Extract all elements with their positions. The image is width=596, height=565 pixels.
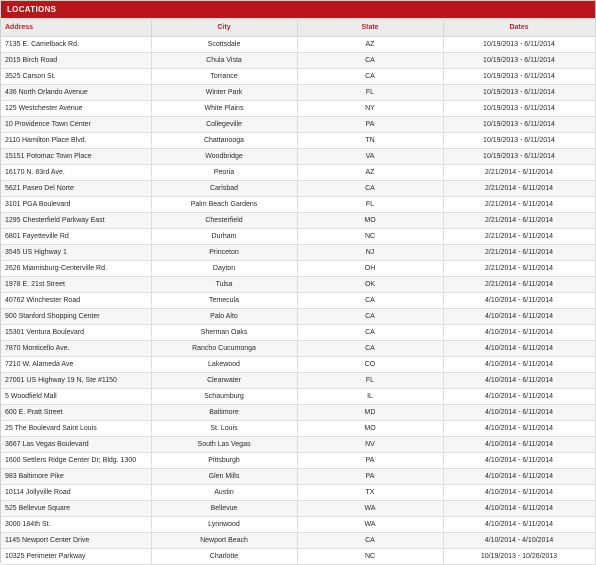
dates-cell: 4/10/2014 - 6/11/2014 [443, 452, 595, 468]
address-cell: 7870 Monticello Ave. [1, 340, 151, 356]
table-row [1, 340, 595, 356]
dates-cell: 2/21/2014 - 6/11/2014 [443, 260, 595, 276]
city-cell: Winter Park [151, 84, 297, 100]
dates-cell: 4/10/2014 - 4/10/2014 [443, 532, 595, 548]
table-row [1, 548, 595, 564]
table-row [1, 52, 595, 68]
dates-cell: 4/10/2014 - 6/11/2014 [443, 356, 595, 372]
dates-cell: 10/19/2013 - 6/11/2014 [443, 36, 595, 52]
state-cell: WA [297, 500, 443, 516]
state-cell: NY [297, 100, 443, 116]
state-cell: IL [297, 388, 443, 404]
dates-cell: 10/19/2013 - 6/11/2014 [443, 100, 595, 116]
state-cell: NV [297, 436, 443, 452]
dates-cell: 4/10/2014 - 6/11/2014 [443, 340, 595, 356]
table-row [1, 372, 595, 388]
dates-cell: 10/19/2013 - 6/11/2014 [443, 116, 595, 132]
city-cell: White Plains [151, 100, 297, 116]
table-row [1, 244, 595, 260]
dates-cell: 4/10/2014 - 6/11/2014 [443, 420, 595, 436]
state-cell: CA [297, 308, 443, 324]
dates-cell: 4/10/2014 - 6/11/2014 [443, 324, 595, 340]
table-row [1, 212, 595, 228]
dates-cell: 4/10/2014 - 6/11/2014 [443, 468, 595, 484]
state-cell: TX [297, 484, 443, 500]
address-cell: 5 Woodfield Mall [1, 388, 151, 404]
city-cell: Peoria [151, 164, 297, 180]
table-row [1, 196, 595, 212]
city-cell: St. Louis [151, 420, 297, 436]
dates-cell: 4/10/2014 - 6/11/2014 [443, 388, 595, 404]
table-row [1, 164, 595, 180]
city-cell: Tulsa [151, 276, 297, 292]
city-cell: Palo Alto [151, 308, 297, 324]
state-cell: VA [297, 148, 443, 164]
table-row [1, 68, 595, 84]
city-cell: Princeton [151, 244, 297, 260]
address-cell: 25 The Boulevard Saint Louis [1, 420, 151, 436]
table-row [1, 452, 595, 468]
table-row [1, 292, 595, 308]
state-cell: NC [297, 548, 443, 564]
address-cell: 1600 Settlers Ridge Center Dr; Bldg. 1300 [1, 452, 151, 468]
state-cell: CO [297, 356, 443, 372]
state-cell: NJ [297, 244, 443, 260]
dates-cell: 4/10/2014 - 6/11/2014 [443, 516, 595, 532]
column-header-state: State [297, 20, 443, 36]
state-cell: WA [297, 516, 443, 532]
address-cell: 3545 US Highway 1 [1, 244, 151, 260]
address-cell: 125 Westchester Avenue [1, 100, 151, 116]
address-cell: 3101 PGA Boulevard [1, 196, 151, 212]
address-cell: 15151 Potomac Town Place [1, 148, 151, 164]
address-cell: 983 Baltimore Pike [1, 468, 151, 484]
address-cell: 16170 N. 83rd Ave. [1, 164, 151, 180]
state-cell: CA [297, 292, 443, 308]
column-header-address: Address [1, 20, 151, 36]
state-cell: CA [297, 52, 443, 68]
table-row [1, 228, 595, 244]
address-cell: 10114 Jollyville Road [1, 484, 151, 500]
state-cell: CA [297, 68, 443, 84]
city-cell: Rancho Cucumonga [151, 340, 297, 356]
city-cell: Dayton [151, 260, 297, 276]
address-cell: 10325 Perimeter Parkway [1, 548, 151, 564]
state-cell: NC [297, 228, 443, 244]
dates-cell: 4/10/2014 - 6/11/2014 [443, 308, 595, 324]
state-cell: MO [297, 212, 443, 228]
city-cell: Bellevue [151, 500, 297, 516]
dates-cell: 2/21/2014 - 6/11/2014 [443, 244, 595, 260]
table-row [1, 484, 595, 500]
table-row [1, 356, 595, 372]
column-header-dates: Dates [443, 20, 595, 36]
table-row [1, 388, 595, 404]
dates-cell: 4/10/2014 - 6/11/2014 [443, 404, 595, 420]
dates-cell: 10/19/2013 - 6/11/2014 [443, 132, 595, 148]
column-header-city: City [151, 20, 297, 36]
address-cell: 40762 Winchester Road [1, 292, 151, 308]
state-cell: FL [297, 372, 443, 388]
dates-cell: 2/21/2014 - 6/11/2014 [443, 228, 595, 244]
city-cell: Newport Beach [151, 532, 297, 548]
city-cell: Scottsdale [151, 36, 297, 52]
address-cell: 525 Bellevue Square [1, 500, 151, 516]
city-cell: South Las Vegas [151, 436, 297, 452]
dates-cell: 2/21/2014 - 6/11/2014 [443, 212, 595, 228]
state-cell: MD [297, 404, 443, 420]
state-cell: MO [297, 420, 443, 436]
state-cell: FL [297, 196, 443, 212]
address-cell: 6801 Fayetteville Rd [1, 228, 151, 244]
dates-cell: 10/19/2013 - 6/11/2014 [443, 84, 595, 100]
address-cell: 1145 Newport Center Drive [1, 532, 151, 548]
table-row [1, 532, 595, 548]
dates-cell: 4/10/2014 - 6/11/2014 [443, 500, 595, 516]
city-cell: Chesterfield [151, 212, 297, 228]
address-cell: 3000 184th St. [1, 516, 151, 532]
state-cell: AZ [297, 164, 443, 180]
table-row [1, 404, 595, 420]
address-cell: 1295 Chesterfield Parkway East [1, 212, 151, 228]
city-cell: Temecula [151, 292, 297, 308]
city-cell: Carlsbad [151, 180, 297, 196]
table-row [1, 516, 595, 532]
address-cell: 7135 E. Camelback Rd. [1, 36, 151, 52]
address-cell: 5621 Paseo Del Norte [1, 180, 151, 196]
dates-cell: 4/10/2014 - 6/11/2014 [443, 436, 595, 452]
table-row [1, 84, 595, 100]
address-cell: 1978 E. 21st Street [1, 276, 151, 292]
address-cell: 600 E. Pratt Street [1, 404, 151, 420]
state-cell: AZ [297, 36, 443, 52]
table-row [1, 180, 595, 196]
table-row [1, 100, 595, 116]
address-cell: 15301 Ventura Boulevard [1, 324, 151, 340]
city-cell: Chula Vista [151, 52, 297, 68]
table-row [1, 468, 595, 484]
table-row [1, 324, 595, 340]
state-cell: PA [297, 468, 443, 484]
city-cell: Glen Mills [151, 468, 297, 484]
table-header-row [1, 20, 595, 36]
city-cell: Chattanooga [151, 132, 297, 148]
state-cell: TN [297, 132, 443, 148]
dates-cell: 2/21/2014 - 6/11/2014 [443, 196, 595, 212]
address-cell: 3525 Carson St. [1, 68, 151, 84]
table-row [1, 500, 595, 516]
dates-cell: 2/21/2014 - 6/11/2014 [443, 180, 595, 196]
city-cell: Austin [151, 484, 297, 500]
city-cell: Charlotte [151, 548, 297, 564]
dates-cell: 10/19/2013 - 6/11/2014 [443, 68, 595, 84]
state-cell: CA [297, 532, 443, 548]
state-cell: OK [297, 276, 443, 292]
city-cell: Lakewood [151, 356, 297, 372]
table-row [1, 132, 595, 148]
table-body [1, 36, 595, 564]
table-row [1, 260, 595, 276]
address-cell: 10 Providence Town Center [1, 116, 151, 132]
city-cell: Schaumburg [151, 388, 297, 404]
address-cell: 3667 Las Vegas Boulevard [1, 436, 151, 452]
city-cell: Pittsburgh [151, 452, 297, 468]
table-row [1, 436, 595, 452]
dates-cell: 4/10/2014 - 6/11/2014 [443, 292, 595, 308]
city-cell: Clearwater [151, 372, 297, 388]
state-cell: PA [297, 452, 443, 468]
address-cell: 27001 US Highway 19 N, Ste #1150 [1, 372, 151, 388]
dates-cell: 2/21/2014 - 6/11/2014 [443, 276, 595, 292]
state-cell: OH [297, 260, 443, 276]
city-cell: Woodbridge [151, 148, 297, 164]
city-cell: Lynnwood [151, 516, 297, 532]
state-cell: CA [297, 324, 443, 340]
state-cell: FL [297, 84, 443, 100]
state-cell: CA [297, 180, 443, 196]
table-row [1, 148, 595, 164]
address-cell: 900 Stanford Shopping Center [1, 308, 151, 324]
table-row [1, 420, 595, 436]
dates-cell: 10/19/2013 - 6/11/2014 [443, 148, 595, 164]
locations-table [1, 20, 596, 565]
table-row [1, 308, 595, 324]
state-cell: PA [297, 116, 443, 132]
city-cell: Torrance [151, 68, 297, 84]
city-cell: Baltimore [151, 404, 297, 420]
dates-cell: 10/19/2013 - 10/26/2013 [443, 548, 595, 564]
dates-cell: 2/21/2014 - 6/11/2014 [443, 164, 595, 180]
table-row [1, 276, 595, 292]
address-cell: 7210 W. Alameda Ave [1, 356, 151, 372]
city-cell: Durham [151, 228, 297, 244]
panel-title: LOCATIONS [1, 1, 595, 20]
city-cell: Sherman Oaks [151, 324, 297, 340]
city-cell: Collegeville [151, 116, 297, 132]
table-row [1, 36, 595, 52]
city-cell: Palm Beach Gardens [151, 196, 297, 212]
address-cell: 2626 Miamisburg-Centerville Rd. [1, 260, 151, 276]
address-cell: 2015 Birch Road [1, 52, 151, 68]
dates-cell: 4/10/2014 - 6/11/2014 [443, 484, 595, 500]
address-cell: 436 North Orlando Avenue [1, 84, 151, 100]
dates-cell: 4/10/2014 - 6/11/2014 [443, 372, 595, 388]
state-cell: CA [297, 340, 443, 356]
address-cell: 2110 Hamilton Place Blvd. [1, 132, 151, 148]
dates-cell: 10/19/2013 - 6/11/2014 [443, 52, 595, 68]
table-row [1, 116, 595, 132]
